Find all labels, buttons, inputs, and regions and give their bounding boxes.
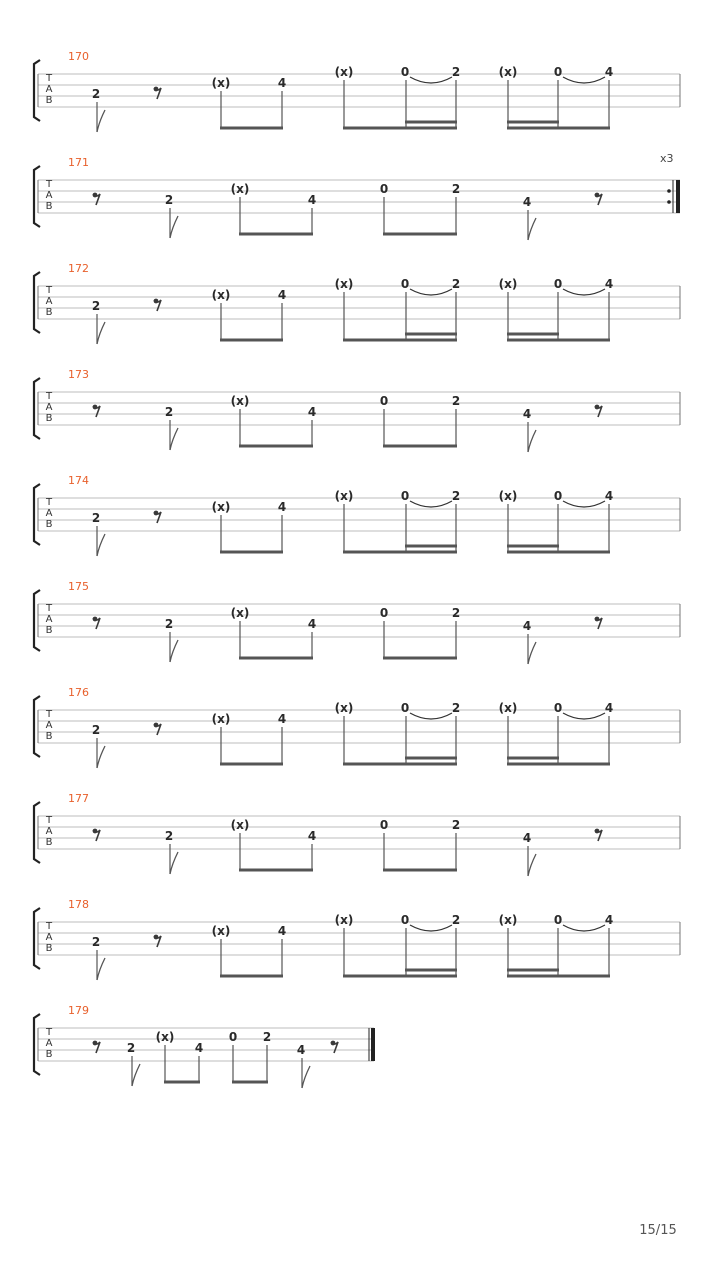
fret-number: 4 — [277, 924, 287, 938]
system-bracket — [34, 802, 40, 863]
tab-clef-letter: T — [45, 73, 53, 84]
beam — [343, 763, 457, 766]
fret-number: 0 — [553, 65, 563, 79]
beam — [220, 339, 283, 342]
tab-clef-letter: A — [45, 826, 53, 837]
fret-number: 2 — [451, 701, 461, 715]
fret-number: 0 — [553, 489, 563, 503]
system-174 — [34, 474, 680, 556]
fret-number: 4 — [604, 65, 614, 79]
fret-number: (x) — [498, 701, 518, 715]
fret-number: 2 — [451, 818, 461, 832]
tab-clef-letter: B — [45, 943, 53, 954]
fret-number: 0 — [553, 277, 563, 291]
fret-number: 4 — [277, 712, 287, 726]
beam — [383, 445, 457, 448]
system-bracket — [34, 484, 40, 545]
repeat-dot — [667, 189, 671, 193]
beam — [507, 333, 559, 336]
eighth-rest — [595, 406, 602, 417]
system-bracket — [34, 60, 40, 121]
system-170 — [34, 50, 680, 132]
measure-number: 177 — [68, 792, 89, 805]
tab-clef-letter: B — [45, 413, 53, 424]
fret-number: (x) — [498, 65, 518, 79]
beam — [383, 657, 457, 660]
system-176 — [34, 686, 680, 768]
fret-number: (x) — [334, 701, 354, 715]
system-bracket — [34, 1014, 40, 1075]
beam — [232, 1081, 268, 1084]
fret-number: (x) — [334, 913, 354, 927]
beam — [239, 445, 313, 448]
fret-number: (x) — [230, 182, 250, 196]
eighth-rest — [154, 512, 161, 523]
tab-clef-letter: T — [45, 285, 53, 296]
system-bracket — [34, 378, 40, 439]
beam — [405, 121, 457, 124]
system-175 — [34, 580, 680, 664]
eighth-rest — [331, 1042, 338, 1053]
measure-number: 174 — [68, 474, 89, 487]
tab-clef-letter: A — [45, 1038, 53, 1049]
beam — [239, 869, 313, 872]
beam — [405, 545, 457, 548]
tab-clef-letter: B — [45, 519, 53, 530]
note-flag — [170, 216, 178, 238]
fret-number: 2 — [164, 193, 174, 207]
fret-number: 2 — [451, 65, 461, 79]
note-flag — [97, 534, 105, 556]
eighth-rest — [154, 724, 161, 735]
fret-number: 4 — [522, 195, 532, 209]
note-flag — [170, 428, 178, 450]
fret-number: 4 — [277, 500, 287, 514]
beam — [220, 551, 283, 554]
fret-number: 2 — [164, 829, 174, 843]
fret-number: (x) — [155, 1030, 175, 1044]
fret-number: (x) — [498, 913, 518, 927]
beam — [507, 969, 559, 972]
tab-clef-letter: T — [45, 497, 53, 508]
fret-number: 0 — [400, 277, 410, 291]
note-flag — [528, 642, 536, 664]
fret-number: 4 — [522, 831, 532, 845]
beam — [507, 545, 559, 548]
fret-number: (x) — [211, 500, 231, 514]
tie — [563, 77, 605, 83]
system-bracket — [34, 272, 40, 333]
tab-clef-letter: B — [45, 95, 53, 106]
tab-clef-letter: A — [45, 190, 53, 201]
note-flag — [528, 218, 536, 240]
measure-number: 178 — [68, 898, 89, 911]
tab-clef-letter: A — [45, 296, 53, 307]
beam — [507, 339, 610, 342]
beam — [239, 233, 313, 236]
eighth-rest — [595, 830, 602, 841]
fret-number: (x) — [334, 65, 354, 79]
tab-clef-letter: A — [45, 932, 53, 943]
fret-number: 4 — [194, 1041, 204, 1055]
tie — [563, 925, 605, 931]
fret-number: 0 — [553, 701, 563, 715]
fret-number: 4 — [277, 76, 287, 90]
fret-number: (x) — [498, 277, 518, 291]
repeat-count: x3 — [660, 152, 674, 165]
fret-number: (x) — [334, 277, 354, 291]
note-flag — [528, 854, 536, 876]
tab-clef-letter: B — [45, 837, 53, 848]
fret-number: (x) — [211, 712, 231, 726]
beam — [507, 551, 610, 554]
note-flag — [170, 640, 178, 662]
beam — [383, 869, 457, 872]
beam — [164, 1081, 200, 1084]
fret-number: 2 — [164, 617, 174, 631]
tab-clef-letter: A — [45, 402, 53, 413]
beam — [507, 121, 559, 124]
system-179 — [34, 1004, 375, 1088]
note-flag — [97, 110, 105, 132]
fret-number: 4 — [296, 1043, 306, 1057]
measure-number: 172 — [68, 262, 89, 275]
fret-number: 0 — [228, 1030, 238, 1044]
eighth-rest — [93, 406, 100, 417]
tie — [410, 713, 452, 719]
fret-number: 4 — [604, 489, 614, 503]
tab-clef-letter: T — [45, 709, 53, 720]
tie — [410, 501, 452, 507]
measure-number: 173 — [68, 368, 89, 381]
fret-number: 4 — [604, 913, 614, 927]
fret-number: 2 — [451, 606, 461, 620]
note-flag — [528, 430, 536, 452]
final-barline-thick — [371, 1028, 375, 1061]
eighth-rest — [93, 1042, 100, 1053]
fret-number: 4 — [522, 619, 532, 633]
tab-clef-letter: A — [45, 720, 53, 731]
fret-number: 2 — [91, 723, 101, 737]
fret-number: 4 — [307, 829, 317, 843]
note-flag — [132, 1064, 140, 1086]
fret-number: 2 — [91, 299, 101, 313]
page-number: 15/15 — [639, 1223, 677, 1238]
fret-number: 0 — [379, 818, 389, 832]
fret-number: 4 — [604, 701, 614, 715]
beam — [405, 333, 457, 336]
measure-number: 175 — [68, 580, 89, 593]
tab-clef-letter: T — [45, 391, 53, 402]
fret-number: 2 — [451, 913, 461, 927]
beam — [507, 757, 559, 760]
system-bracket — [34, 908, 40, 969]
note-flag — [97, 958, 105, 980]
tab-clef-letter: B — [45, 1049, 53, 1060]
tab-clef-letter: B — [45, 731, 53, 742]
fret-number: (x) — [230, 606, 250, 620]
fret-number: 2 — [164, 405, 174, 419]
fret-number: 2 — [451, 182, 461, 196]
system-177 — [34, 792, 680, 876]
beam — [343, 127, 457, 130]
beam — [507, 127, 610, 130]
fret-number: (x) — [498, 489, 518, 503]
note-flag — [170, 852, 178, 874]
tab-clef-letter: A — [45, 614, 53, 625]
eighth-rest — [595, 194, 602, 205]
system-171 — [34, 152, 680, 240]
fret-number: 2 — [262, 1030, 272, 1044]
fret-number: 2 — [126, 1041, 136, 1055]
fret-number: 0 — [400, 489, 410, 503]
tab-clef-letter: T — [45, 603, 53, 614]
measure-number: 179 — [68, 1004, 89, 1017]
measure-number: 171 — [68, 156, 89, 169]
fret-number: 0 — [400, 913, 410, 927]
beam — [220, 127, 283, 130]
fret-number: 4 — [604, 277, 614, 291]
repeat-dot — [667, 200, 671, 204]
fret-number: 0 — [379, 606, 389, 620]
beam — [343, 975, 457, 978]
tab-clef-letter: T — [45, 815, 53, 826]
tie — [563, 289, 605, 295]
fret-number: 2 — [451, 394, 461, 408]
tab-clef-letter: T — [45, 179, 53, 190]
fret-number: 2 — [91, 511, 101, 525]
tie — [410, 925, 452, 931]
fret-number: (x) — [211, 924, 231, 938]
fret-number: 2 — [91, 935, 101, 949]
fret-number: (x) — [334, 489, 354, 503]
tie — [410, 289, 452, 295]
beam — [405, 757, 457, 760]
fret-number: 4 — [307, 405, 317, 419]
beam — [343, 339, 457, 342]
eighth-rest — [93, 618, 100, 629]
system-bracket — [34, 166, 40, 227]
fret-number: 0 — [400, 701, 410, 715]
eighth-rest — [154, 300, 161, 311]
system-bracket — [34, 696, 40, 757]
fret-number: 0 — [400, 65, 410, 79]
measure-number: 176 — [68, 686, 89, 699]
eighth-rest — [595, 618, 602, 629]
beam — [239, 657, 313, 660]
fret-number: (x) — [230, 394, 250, 408]
eighth-rest — [154, 936, 161, 947]
tab-clef-letter: A — [45, 84, 53, 95]
eighth-rest — [93, 194, 100, 205]
measure-number: 170 — [68, 50, 89, 63]
system-172 — [34, 262, 680, 344]
eighth-rest — [93, 830, 100, 841]
tab-clef-letter: T — [45, 921, 53, 932]
eighth-rest — [154, 88, 161, 99]
system-173 — [34, 368, 680, 452]
system-bracket — [34, 590, 40, 651]
fret-number: (x) — [230, 818, 250, 832]
tie — [563, 713, 605, 719]
tie — [410, 77, 452, 83]
fret-number: 2 — [451, 489, 461, 503]
fret-number: 4 — [307, 193, 317, 207]
fret-number: 0 — [379, 182, 389, 196]
tab-clef-letter: B — [45, 625, 53, 636]
fret-number: 2 — [91, 87, 101, 101]
repeat-barline-thick — [676, 180, 680, 213]
beam — [220, 975, 283, 978]
fret-number: (x) — [211, 288, 231, 302]
beam — [405, 969, 457, 972]
fret-number: 2 — [451, 277, 461, 291]
fret-number: 0 — [379, 394, 389, 408]
beam — [507, 975, 610, 978]
fret-number: 0 — [553, 913, 563, 927]
tie — [563, 501, 605, 507]
fret-number: (x) — [211, 76, 231, 90]
tab-clef-letter: B — [45, 201, 53, 212]
tab-clef-letter: B — [45, 307, 53, 318]
tab-clef-letter: T — [45, 1027, 53, 1038]
beam — [383, 233, 457, 236]
note-flag — [302, 1066, 310, 1088]
beam — [220, 763, 283, 766]
tab-clef-letter: A — [45, 508, 53, 519]
fret-number: 4 — [522, 407, 532, 421]
beam — [507, 763, 610, 766]
fret-number: 4 — [307, 617, 317, 631]
note-flag — [97, 322, 105, 344]
system-178 — [34, 898, 680, 980]
fret-number: 4 — [277, 288, 287, 302]
beam — [343, 551, 457, 554]
note-flag — [97, 746, 105, 768]
